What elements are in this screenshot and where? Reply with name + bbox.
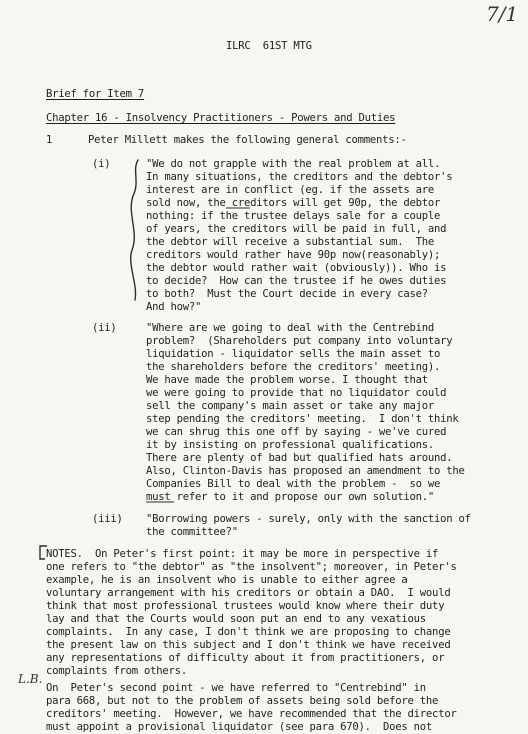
text-line: "We do not grapple with the real problem at all. bbox=[146, 158, 441, 170]
text-line: complaints. In any case, I don't think we are proposing to change bbox=[46, 626, 451, 638]
text-line: And how?" bbox=[146, 301, 202, 313]
text-line: complaints from others. bbox=[46, 665, 187, 677]
chapter-title: Chapter 16 - Insolvency Practitioners - Powers and Duties bbox=[46, 112, 396, 124]
text-line: NOTES. On Peter's first point: it may be more in perspective if bbox=[46, 548, 439, 560]
text-line: liquidation - liquidator sells the main asset to bbox=[146, 348, 441, 360]
text-line: "Where are we going to deal with the Centrebind bbox=[146, 322, 435, 334]
text-line: to both? Must the Court decide in every case? bbox=[146, 288, 428, 300]
text-line: the shareholders before the creditors' meeting). bbox=[146, 361, 441, 373]
comment-ii-label: (ii) bbox=[92, 322, 117, 334]
handwritten-page-number: 7/1 bbox=[486, 2, 519, 26]
text-line: lay and that the Courts would soon put an end to any vexatious bbox=[46, 613, 426, 625]
text-line: the debtor will receive a substantial sum. The bbox=[146, 236, 435, 248]
text-line: any representations of difficulty about it from practitioners, or bbox=[46, 652, 445, 664]
text-line: voluntary arrangement with his creditors or obtain a DAO. I would bbox=[46, 587, 451, 599]
text-line: creditors' meeting. However, we have recommended that the director bbox=[46, 708, 457, 720]
text-line: para 668, but not to the problem of assets being sold before the bbox=[46, 695, 439, 707]
margin-brace-mark bbox=[131, 160, 138, 300]
text-line: example, he is an insolvent who is unable to either agree a bbox=[46, 574, 408, 586]
text-line: "Borrowing powers - surely, only with the sanction of bbox=[146, 513, 471, 525]
text-line: the committee?" bbox=[146, 526, 238, 538]
text-line: think that most professional trustees would know where their duty bbox=[46, 600, 445, 612]
text-line: interest are in conflict (eg. if the assets are bbox=[146, 184, 435, 196]
text-line: There are plenty of bad but qualified hats around. bbox=[146, 452, 453, 464]
text-line: In many situations, the creditors and the debtor's bbox=[146, 171, 453, 183]
text-line: to decide? How can the trustee if he owes duties bbox=[146, 275, 447, 287]
text-line: one refers to "the debtor" as "the insolvent"; moreover, in Peter's bbox=[46, 561, 457, 573]
notes-bracket-mark bbox=[40, 546, 47, 559]
text-line: creditors would rather have 90p now(reasonably); bbox=[146, 249, 441, 261]
text-line: it by insisting on professional qualifications. bbox=[146, 439, 435, 451]
text-line: the present law on this subject and I don't think we have received bbox=[46, 639, 451, 651]
text-line: On Peter's second point - we have referred to "Centrebind" in bbox=[46, 682, 426, 694]
text-line: we were going to provide that no liquidator could bbox=[146, 387, 447, 399]
brief-title: Brief for Item 7 bbox=[46, 88, 145, 100]
text-line: step pending the creditors' meeting. I don't think bbox=[146, 413, 459, 425]
text-line: Also, Clinton-Davis has proposed an amendment to the bbox=[146, 465, 465, 477]
text-line: must appoint a provisional liquidator (see para 670). Does not bbox=[46, 721, 433, 733]
text-line: nothing: if the trustee delays sale for a couple bbox=[146, 210, 441, 222]
text-line: problem? (Shareholders put company into voluntary bbox=[146, 335, 453, 347]
text-line: the debtor would rather wait (obviously)). Who is bbox=[146, 262, 447, 274]
text-line: sell the company's main asset or take any major bbox=[146, 400, 435, 412]
handwritten-margin-initials: L.B. bbox=[18, 672, 43, 686]
comment-iii-label: (iii) bbox=[92, 513, 123, 525]
text-line: We have made the problem worse. I thought that bbox=[146, 374, 428, 386]
paragraph-intro: Peter Millett makes the following general comments:- bbox=[88, 134, 407, 146]
text-line: Companies Bill to deal with the problem - so we bbox=[146, 478, 441, 490]
paragraph-number: 1 bbox=[46, 134, 53, 146]
text-line: we can shrug this one off by saying - we've cured bbox=[146, 426, 447, 438]
comment-i-label: (i) bbox=[92, 158, 111, 170]
text-line: of years, the creditors will be paid in full, and bbox=[146, 223, 447, 235]
meeting-header: ILRC 61ST MTG bbox=[226, 40, 312, 52]
text-line: sold now, the creditors will get 90p, the debtor bbox=[146, 197, 441, 209]
text-line: must refer to it and propose our own solution." bbox=[146, 491, 435, 503]
